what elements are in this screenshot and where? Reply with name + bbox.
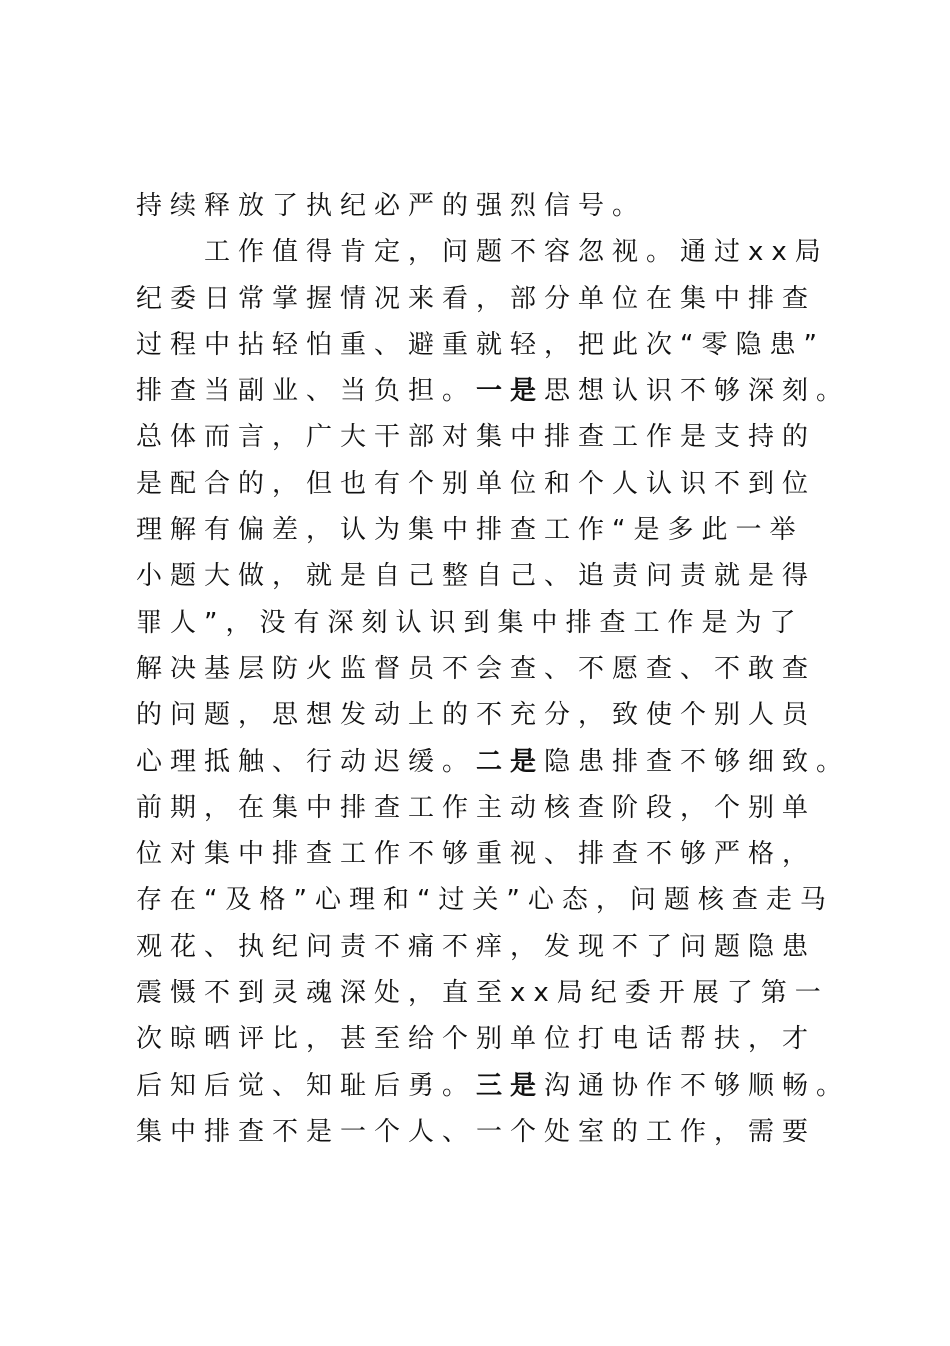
text-line	[136, 970, 856, 1016]
bold-keyword: 二是	[476, 746, 545, 777]
text-run: 沟通协作不够顺畅。	[544, 1070, 851, 1101]
bold-keyword: 一是	[476, 376, 545, 407]
text-line	[136, 600, 856, 646]
text-run: 纪委日常掌握情况来看，部分单位在集中排查	[136, 283, 817, 314]
text-line	[136, 414, 856, 460]
text-run: 排查当副业、当负担。	[136, 376, 477, 407]
text-line	[136, 368, 856, 414]
text-line	[136, 553, 856, 599]
text-run: 思想认识不够深刻。	[544, 376, 851, 407]
text-run: 心理抵触、行动迟缓。	[136, 746, 477, 777]
text-run: 的问题，思想发动上的不充分，致使个别人员	[136, 700, 817, 731]
text-run: 理解有偏差，认为集中排查工作“是多此一举	[136, 515, 804, 546]
text-run: 隐患排查不够细致。	[544, 746, 851, 777]
bold-keyword: 三是	[476, 1070, 545, 1101]
text-run: 解决基层防火监督员不会查、不愿查、不敢查	[136, 653, 817, 684]
text-line	[136, 785, 856, 831]
text-run: 罪人”，没有深刻认识到集中排查工作是为了	[136, 607, 804, 638]
text-run: 位对集中排查工作不够重视、排查不够严格，	[136, 839, 817, 870]
text-run: 小题大做，就是自己整自己、追责问责就是得	[136, 561, 817, 592]
text-line	[136, 924, 856, 970]
text-run: 持续释放了执纪必严的强烈信号。	[136, 191, 647, 221]
text-line	[136, 1016, 856, 1062]
text-line	[136, 692, 856, 738]
text-line	[136, 646, 856, 692]
text-run: 观花、执纪问责不痛不痒，发现不了问题隐患	[136, 931, 817, 962]
paragraph-first-line	[136, 229, 856, 275]
body-text	[136, 183, 856, 1155]
text-run: 存在“及格”心理和“过关”心态，问题核查走马	[136, 885, 834, 916]
text-line	[136, 1109, 856, 1155]
text-run: 前期，在集中排查工作主动核查阶段，个别单	[136, 792, 817, 823]
text-line	[136, 1063, 856, 1109]
text-run: 过程中拈轻怕重、避重就轻，把此次“零隐患”	[136, 329, 825, 360]
text-run: 后知后觉、知耻后勇。	[136, 1070, 477, 1101]
text-line	[136, 507, 856, 553]
text-line	[136, 461, 856, 507]
text-line	[136, 831, 856, 877]
text-run: 总体而言，广大干部对集中排查工作是支持的	[136, 422, 817, 453]
text-line	[136, 183, 856, 229]
text-line	[136, 877, 856, 923]
text-run: 震慑不到灵魂深处，直至xx局纪委开展了第一	[136, 978, 829, 1009]
text-run: 是配合的，但也有个别单位和个人认识不到位	[136, 468, 817, 499]
text-run: 集中排查不是一个人、一个处室的工作，需要	[136, 1116, 817, 1147]
text-line	[136, 322, 856, 368]
text-line	[136, 739, 856, 785]
text-run: 工作值得肯定，问题不容忽视。通过xx局	[204, 237, 829, 268]
text-run: 次晾晒评比，甚至给个别单位打电话帮扶，才	[136, 1024, 817, 1055]
text-line	[136, 276, 856, 322]
